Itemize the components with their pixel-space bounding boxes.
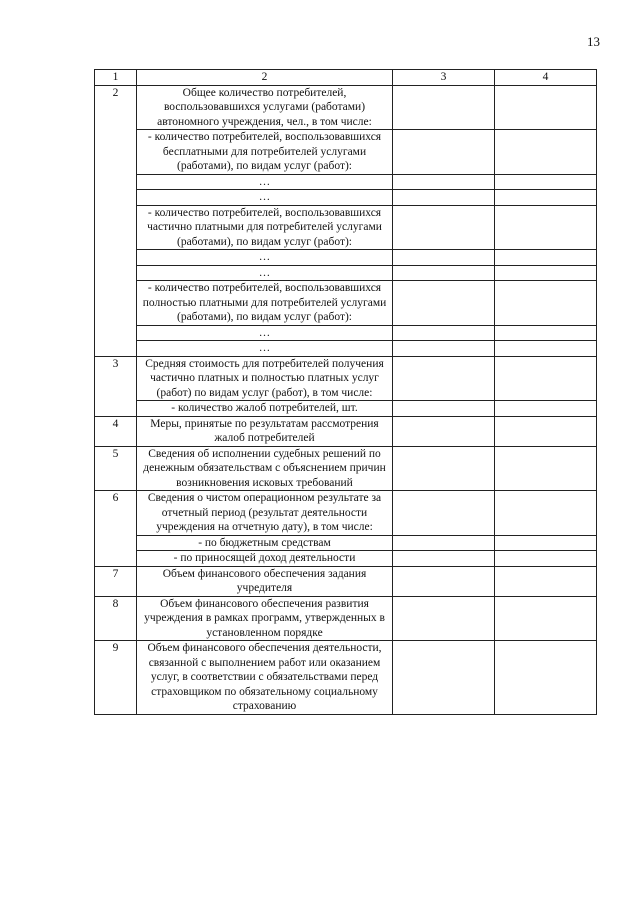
table-row: [95, 341, 597, 357]
indicator-cell: …: [137, 250, 393, 266]
value-cell-col4: [495, 281, 597, 326]
table-row: [95, 641, 597, 715]
value-cell-col4: [495, 551, 597, 567]
table-row: [95, 325, 597, 341]
header-col-1: 1: [95, 70, 137, 86]
value-cell-col3: [393, 85, 495, 130]
table-row: [95, 535, 597, 551]
table-row: [95, 281, 597, 326]
value-cell-col3: [393, 265, 495, 281]
row-number-cell: 5: [95, 446, 137, 491]
table-body: [95, 70, 597, 715]
row-number-cell: 9: [95, 641, 137, 715]
row-number-cell: 4: [95, 416, 137, 446]
value-cell-col4: [495, 416, 597, 446]
header-col-3: 3: [393, 70, 495, 86]
value-cell-col3: [393, 130, 495, 175]
value-cell-col4: [495, 341, 597, 357]
table-row: [95, 205, 597, 250]
table-row: [95, 265, 597, 281]
value-cell-col4: [495, 130, 597, 175]
indicator-cell: …: [137, 341, 393, 357]
value-cell-col4: [495, 566, 597, 596]
value-cell-col3: [393, 174, 495, 190]
value-cell-col4: [495, 446, 597, 491]
indicator-cell: - по бюджетным средствам: [137, 535, 393, 551]
indicator-cell: - по приносящей доход деятельности: [137, 551, 393, 567]
report-table: [94, 69, 597, 715]
value-cell-col3: [393, 596, 495, 641]
row-number-cell: 7: [95, 566, 137, 596]
table-row: [95, 174, 597, 190]
value-cell-col4: [495, 596, 597, 641]
value-cell-col4: [495, 356, 597, 401]
value-cell-col4: [495, 641, 597, 715]
value-cell-col3: [393, 281, 495, 326]
indicator-cell: Объем финансового обеспечения развития учреждения в рамках программ, утвержденных в установленном порядке: [137, 596, 393, 641]
value-cell-col4: [495, 491, 597, 536]
value-cell-col3: [393, 341, 495, 357]
value-cell-col4: [495, 265, 597, 281]
indicator-cell: …: [137, 325, 393, 341]
indicator-cell: Сведения о чистом операционном результате за отчетный период (результат деятельности учреждения на отчетную дату), в том числе:: [137, 491, 393, 536]
value-cell-col4: [495, 205, 597, 250]
indicator-cell: Объем финансового обеспечения деятельности, связанной с выполнением работ или оказанием услуг, в соответствии с обязательствами перед страховщиком по обязательному социальному страхованию: [137, 641, 393, 715]
value-cell-col4: [495, 190, 597, 206]
value-cell-col4: [495, 250, 597, 266]
indicator-cell: - количество потребителей, воспользовавшихся бесплатными для потребителей услугами (работами), по видам услуг (работ):: [137, 130, 393, 175]
header-col-2: 2: [137, 70, 393, 86]
value-cell-col3: [393, 416, 495, 446]
table-row: [95, 416, 597, 446]
indicator-cell: …: [137, 190, 393, 206]
table-row: [95, 446, 597, 491]
table-header-row: [95, 70, 597, 86]
indicator-cell: Объем финансового обеспечения задания учредителя: [137, 566, 393, 596]
value-cell-col3: [393, 250, 495, 266]
indicator-cell: - количество потребителей, воспользовавшихся частично платными для потребителей услугами (работами), по видам услуг (работ):: [137, 205, 393, 250]
value-cell-col3: [393, 190, 495, 206]
value-cell-col4: [495, 401, 597, 417]
value-cell-col4: [495, 85, 597, 130]
table-row: [95, 596, 597, 641]
value-cell-col4: [495, 174, 597, 190]
value-cell-col3: [393, 446, 495, 491]
value-cell-col3: [393, 566, 495, 596]
row-number-cell: 6: [95, 491, 137, 567]
table-row: [95, 551, 597, 567]
value-cell-col3: [393, 205, 495, 250]
table-row: [95, 85, 597, 130]
indicator-cell: Средняя стоимость для потребителей получения частично платных и полностью платных услуг (работ) по видам услуг (работ), в том числе:: [137, 356, 393, 401]
header-col-4: 4: [495, 70, 597, 86]
value-cell-col3: [393, 325, 495, 341]
indicator-cell: …: [137, 265, 393, 281]
table-row: [95, 130, 597, 175]
value-cell-col3: [393, 401, 495, 417]
value-cell-col4: [495, 535, 597, 551]
table-row: [95, 401, 597, 417]
row-number-cell: 8: [95, 596, 137, 641]
table-row: [95, 566, 597, 596]
value-cell-col3: [393, 641, 495, 715]
value-cell-col3: [393, 535, 495, 551]
row-number-cell: 2: [95, 85, 137, 356]
table-row: [95, 356, 597, 401]
indicator-cell: …: [137, 174, 393, 190]
page-number: 13: [587, 34, 600, 49]
value-cell-col3: [393, 356, 495, 401]
indicator-cell: Меры, принятые по результатам рассмотрения жалоб потребителей: [137, 416, 393, 446]
indicator-cell: - количество потребителей, воспользовавшихся полностью платными для потребителей услугами (работами), по видам услуг (работ):: [137, 281, 393, 326]
row-number-cell: 3: [95, 356, 137, 416]
indicator-cell: Общее количество потребителей, воспользовавшихся услугами (работами) автономного учреждения, чел., в том числе:: [137, 85, 393, 130]
value-cell-col3: [393, 551, 495, 567]
table-row: [95, 491, 597, 536]
table-row: [95, 190, 597, 206]
indicator-cell: - количество жалоб потребителей, шт.: [137, 401, 393, 417]
value-cell-col4: [495, 325, 597, 341]
value-cell-col3: [393, 491, 495, 536]
indicator-cell: Сведения об исполнении судебных решений по денежным обязательствам с объяснением причин возникновения исковых требований: [137, 446, 393, 491]
table-row: [95, 250, 597, 266]
